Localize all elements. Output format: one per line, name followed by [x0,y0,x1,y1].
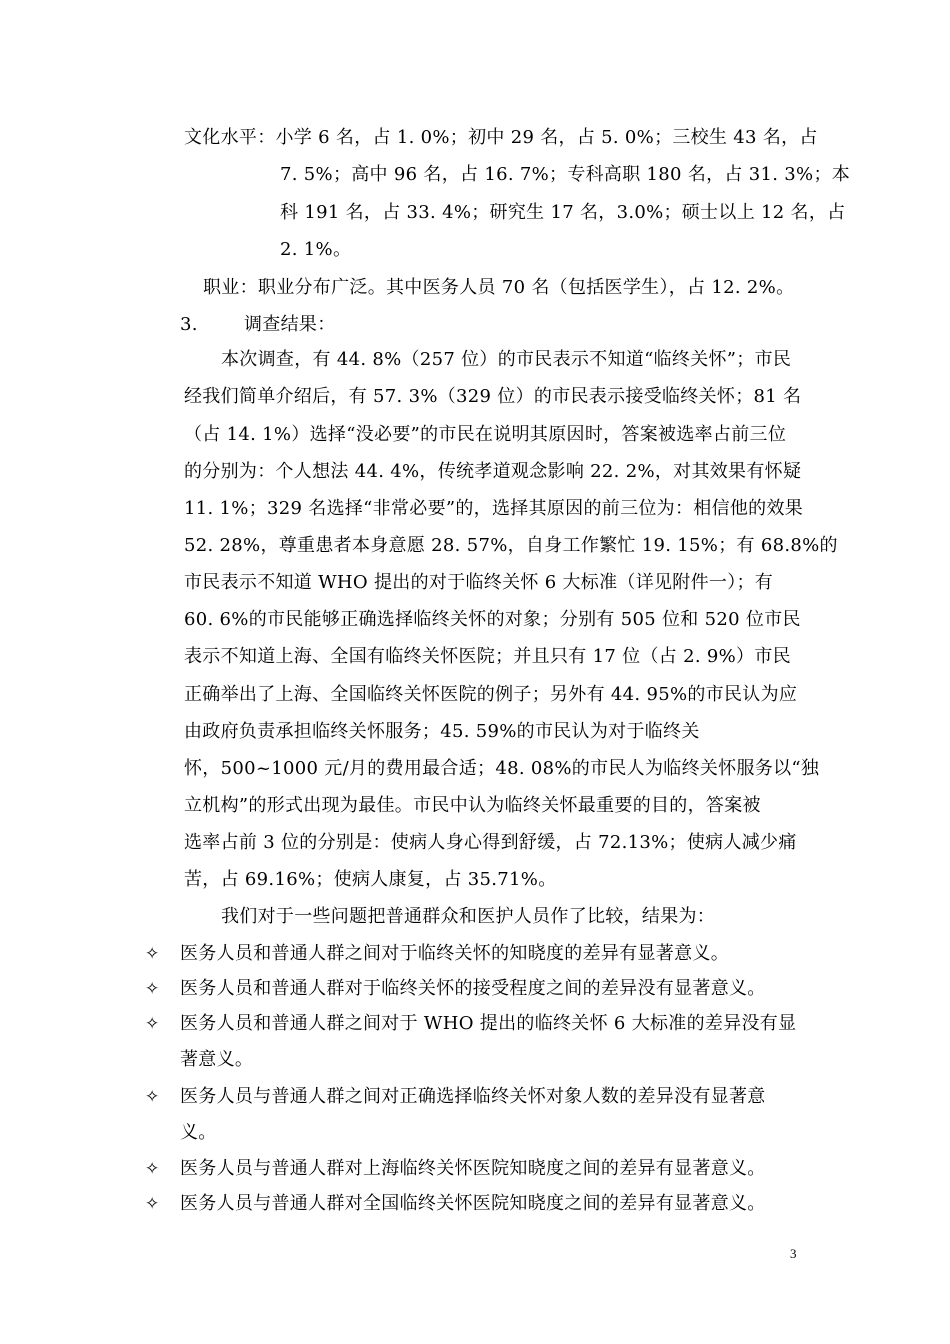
results-line: 苦，占 69.16%；使病人康复，占 35.71%。 [184,869,557,890]
results-line: 正确举出了上海、全国临终关怀医院的例子；另外有 44. 95%的市民认为应 [184,684,798,705]
results-line: 立机构”的形式出现为最佳。市民中认为临终关怀最重要的目的，答案被 [184,795,761,816]
results-line: 11. 1%；329 名选择“非常必要”的，选择其原因的前三位为：相信他的效果 [184,498,804,519]
results-line: 市民表示不知道 WHO 提出的对于临终关怀 6 大标准（详见附件一）；有 [184,572,774,593]
results-line: 52. 28%，尊重患者本身意愿 28. 57%，自身工作繁忙 19. 15%；有 68.8%的 [184,535,838,556]
diamond-bullet-icon: ✧ [145,1159,160,1179]
bullet-4-text-cont: 义。 [180,1122,217,1143]
diamond-bullet-icon: ✧ [145,1194,160,1214]
section-title: 调查结果： [244,314,336,335]
results-line: 60. 6%的市民能够正确选择临终关怀的对象；分别有 505 位和 520 位市民 [184,609,801,630]
results-line: 由政府负责承担临终关怀服务；45. 59%的市民认为对于临终关 [184,721,700,742]
occupation-line: 职业：职业分布广泛。其中医务人员 70 名（包括医学生），占 12. 2%。 [203,277,795,298]
bullet-4-text: 医务人员与普通人群之间对正确选择临终关怀对象人数的差异没有显著意 [180,1086,766,1107]
diamond-bullet-icon: ✧ [145,979,160,999]
diamond-bullet-icon: ✧ [145,1087,160,1107]
diamond-bullet-icon: ✧ [145,1014,160,1034]
results-line: 怀，500~1000 元/月的费用最合适；48. 08%的市民人为临终关怀服务以“独 [184,758,820,779]
bullet-3-text: 医务人员和普通人群之间对于 WHO 提出的临终关怀 6 大标准的差异没有显 [180,1013,797,1034]
results-line: 选率占前 3 位的分别是：使病人身心得到舒缓，占 72.13%；使病人减少痛 [184,832,797,853]
results-line: 经我们简单介绍后，有 57. 3%（329 位）的市民表示接受临终关怀；81 名 [184,386,802,407]
bullet-6-text: 医务人员与普通人群对全国临终关怀医院知晓度之间的差异有显著意义。 [180,1193,766,1214]
bullet-5-text: 医务人员与普通人群对上海临终关怀医院知晓度之间的差异有显著意义。 [180,1158,766,1179]
bullet-2-text: 医务人员和普通人群对于临终关怀的接受程度之间的差异没有显著意义。 [180,978,766,999]
bullet-3-text-cont: 著意义。 [180,1049,254,1070]
results-line: 的分别为：个人想法 44. 4%，传统孝道观念影响 22. 2%，对其效果有怀疑 [184,461,802,482]
results-line: 本次调查，有 44. 8%（257 位）的市民表示不知道“临终关怀”；市民 [221,349,792,370]
results-line: 表示不知道上海、全国有临终关怀医院；并且只有 17 位（占 2. 9%）市民 [184,646,791,667]
education-line-4: 2. 1%。 [280,239,352,260]
diamond-bullet-icon: ✧ [145,944,160,964]
page-number: 3 [790,1246,797,1261]
education-line-2: 7. 5%；高中 96 名，占 16. 7%；专科高职 180 名，占 31. 3%；本 [280,164,851,185]
results-line: （占 14. 1%）选择“没必要”的市民在说明其原因时，答案被选率占前三位 [184,424,787,445]
comparison-intro: 我们对于一些问题把普通群众和医护人员作了比较，结果为： [221,906,716,927]
education-line-1: 文化水平：小学 6 名，占 1. 0%；初中 29 名，占 5. 0%；三校生 43 名，占 [184,127,818,148]
education-line-3: 科 191 名，占 33. 4%；研究生 17 名，3.0%；硕士以上 12 名，占 [280,202,846,223]
bullet-1-text: 医务人员和普通人群之间对于临终关怀的知晓度的差异有显著意义。 [180,943,729,964]
section-number: 3. [180,314,198,335]
